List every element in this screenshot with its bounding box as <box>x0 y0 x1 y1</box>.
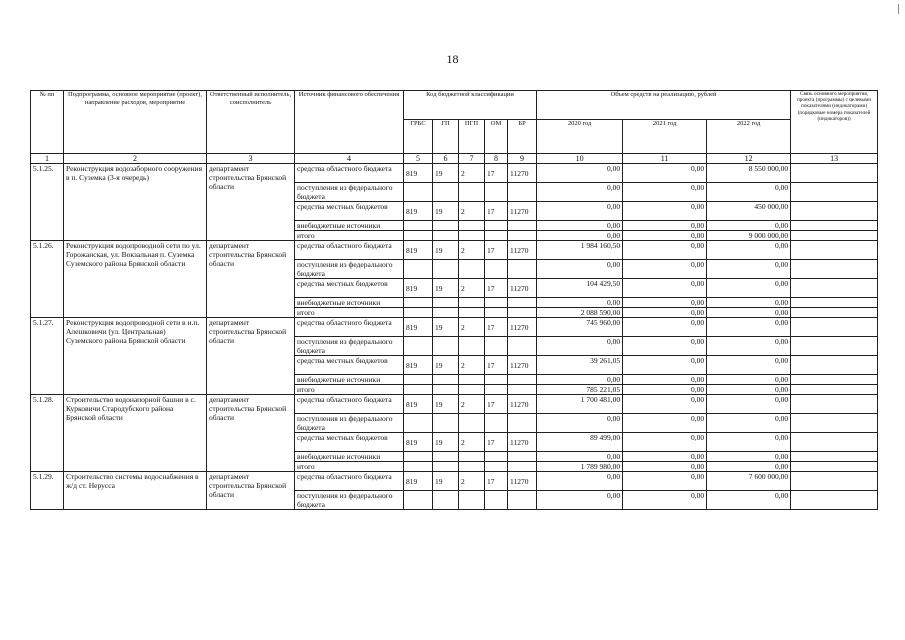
code-om: 17 <box>485 356 508 375</box>
indicator-link <box>791 308 878 318</box>
indicator-link <box>791 472 878 491</box>
header-num: № пп <box>31 91 64 154</box>
code-om: 17 <box>485 318 508 337</box>
funding-source: внебюджетные источники <box>295 298 404 308</box>
code-br: 11270 <box>508 395 537 414</box>
code-grbs <box>404 260 433 279</box>
indicator-link <box>791 298 878 308</box>
indicator-link <box>791 491 878 510</box>
amount-2020: 0,00 <box>537 202 623 221</box>
code-pgp <box>459 414 485 433</box>
code-br <box>508 385 537 395</box>
indicator-link <box>791 462 878 472</box>
indicator-link <box>791 221 878 231</box>
code-gp: 19 <box>433 433 459 452</box>
amount-2020: 39 261,05 <box>537 356 623 375</box>
code-gp <box>433 221 459 231</box>
code-br <box>508 462 537 472</box>
indicator-link <box>791 356 878 375</box>
header-link: Связь основного мероприятия, проекта (программы) с целевыми показателями (индикаторами) (порядковые номера показателей (индикаторов)) <box>791 91 878 154</box>
amount-2021: 0,00 <box>623 221 707 231</box>
code-grbs <box>404 385 433 395</box>
code-om <box>485 491 508 510</box>
col-number: 4 <box>295 154 404 164</box>
code-pgp <box>459 308 485 318</box>
code-gp <box>433 183 459 202</box>
code-om <box>485 452 508 462</box>
code-br <box>508 260 537 279</box>
code-grbs <box>404 462 433 472</box>
amount-2022: 0,00 <box>707 279 791 298</box>
amount-2022: 9 000 000,00 <box>707 231 791 241</box>
code-gp <box>433 298 459 308</box>
code-pgp <box>459 221 485 231</box>
amount-2021: 0,00 <box>623 183 707 202</box>
amount-2021: 0,00 <box>623 337 707 356</box>
code-om <box>485 231 508 241</box>
amount-2022: 450 000,00 <box>707 202 791 221</box>
responsible-executor: департамент строительства Брянской области <box>207 395 295 472</box>
code-br: 11270 <box>508 433 537 452</box>
code-pgp <box>459 260 485 279</box>
table-row <box>31 472 878 491</box>
funding-source: итого <box>295 385 404 395</box>
amount-2021: 0,00 <box>623 298 707 308</box>
amount-2021: 0,00 <box>623 462 707 472</box>
amount-2022: 0,00 <box>707 452 791 462</box>
amount-2022: 0,00 <box>707 318 791 337</box>
code-om <box>485 414 508 433</box>
amount-2021: 0,00 <box>623 356 707 375</box>
amount-2022: 7 600 000,00 <box>707 472 791 491</box>
amount-2022: 0,00 <box>707 414 791 433</box>
code-om <box>485 183 508 202</box>
funding-source: внебюджетные источники <box>295 375 404 385</box>
header-year-2020: 2020 год <box>537 120 623 154</box>
code-gp: 19 <box>433 472 459 491</box>
code-pgp <box>459 452 485 462</box>
code-gp: 19 <box>433 318 459 337</box>
indicator-link <box>791 337 878 356</box>
measure-description: Реконструкция водопроводной сети по ул. Горожанская, ул. Вокзальная п. Суземка Суземского района Брянской области <box>64 241 207 318</box>
amount-2020: 745 960,00 <box>537 318 623 337</box>
indicator-link <box>791 452 878 462</box>
header-budget-code: Код бюджетной классификации <box>404 91 537 120</box>
funding-source: средства областного бюджета <box>295 318 404 337</box>
funding-source: средства областного бюджета <box>295 472 404 491</box>
funding-source: итого <box>295 462 404 472</box>
code-grbs: 819 <box>404 318 433 337</box>
amount-2020: 0,00 <box>537 375 623 385</box>
indicator-link <box>791 279 878 298</box>
code-br <box>508 308 537 318</box>
code-om: 17 <box>485 202 508 221</box>
amount-2020: 2 088 590,00 <box>537 308 623 318</box>
code-grbs <box>404 452 433 462</box>
code-gp <box>433 385 459 395</box>
code-gp <box>433 462 459 472</box>
indicator-link <box>791 414 878 433</box>
code-pgp: 2 <box>459 202 485 221</box>
funding-source: средства местных бюджетов <box>295 202 404 221</box>
amount-2021: 0,00 <box>623 241 707 260</box>
header-responsible: Ответственный исполнитель, соисполнитель <box>207 91 295 154</box>
code-pgp <box>459 385 485 395</box>
amount-2020: 0,00 <box>537 298 623 308</box>
code-grbs <box>404 375 433 385</box>
code-grbs <box>404 308 433 318</box>
funding-source: средства областного бюджета <box>295 395 404 414</box>
funding-source: итого <box>295 308 404 318</box>
code-grbs <box>404 298 433 308</box>
code-om <box>485 298 508 308</box>
funding-source: средства местных бюджетов <box>295 433 404 452</box>
code-om: 17 <box>485 164 508 183</box>
code-br: 11270 <box>508 164 537 183</box>
code-gp: 19 <box>433 395 459 414</box>
code-br: 11270 <box>508 279 537 298</box>
responsible-executor: департамент строительства Брянской области <box>207 241 295 318</box>
measure-description: Строительство системы водоснабжения в ж/д ст. Нерусса <box>64 472 207 510</box>
amount-2020: 0,00 <box>537 231 623 241</box>
amount-2022: 0,00 <box>707 385 791 395</box>
amount-2022: 0,00 <box>707 337 791 356</box>
amount-2020: 0,00 <box>537 260 623 279</box>
code-om <box>485 260 508 279</box>
row-number: 5.1.28. <box>31 395 64 472</box>
header-source: Источник финансового обеспечения <box>295 91 404 154</box>
code-gp <box>433 491 459 510</box>
scan-mark <box>898 4 899 14</box>
code-grbs <box>404 337 433 356</box>
indicator-link <box>791 231 878 241</box>
amount-2022: 0,00 <box>707 308 791 318</box>
code-br <box>508 221 537 231</box>
code-br <box>508 183 537 202</box>
indicator-link <box>791 375 878 385</box>
code-om <box>485 462 508 472</box>
amount-2022: 0,00 <box>707 375 791 385</box>
code-pgp: 2 <box>459 472 485 491</box>
code-pgp: 2 <box>459 318 485 337</box>
indicator-link <box>791 385 878 395</box>
code-grbs: 819 <box>404 164 433 183</box>
code-gp <box>433 414 459 433</box>
header-code-br: БР <box>508 120 537 154</box>
amount-2022: 0,00 <box>707 183 791 202</box>
amount-2020: 0,00 <box>537 452 623 462</box>
amount-2020: 104 429,50 <box>537 279 623 298</box>
amount-2021: 0,00 <box>623 318 707 337</box>
page-number: 18 <box>446 52 459 66</box>
code-gp: 19 <box>433 279 459 298</box>
funding-source: итого <box>295 231 404 241</box>
code-om <box>485 385 508 395</box>
code-gp <box>433 375 459 385</box>
indicator-link <box>791 318 878 337</box>
code-om: 17 <box>485 472 508 491</box>
indicator-link <box>791 241 878 260</box>
amount-2020: 1 700 481,00 <box>537 395 623 414</box>
code-pgp <box>459 491 485 510</box>
amount-2021: 0,00 <box>623 433 707 452</box>
code-grbs <box>404 183 433 202</box>
amount-2020: 0,00 <box>537 183 623 202</box>
header-volume: Объем средств на реализацию, рублей <box>537 91 791 120</box>
code-br: 11270 <box>508 318 537 337</box>
code-grbs <box>404 231 433 241</box>
funding-source: средства областного бюджета <box>295 241 404 260</box>
code-grbs <box>404 221 433 231</box>
header-code-pgp: ПГП <box>459 120 485 154</box>
header-subprogram: Подпрограмма, основное мероприятие (проект), направление расходов, мероприятие <box>64 91 207 154</box>
code-grbs: 819 <box>404 395 433 414</box>
code-om: 17 <box>485 241 508 260</box>
code-pgp: 2 <box>459 279 485 298</box>
responsible-executor: департамент строительства Брянской области <box>207 318 295 395</box>
amount-2020: 0,00 <box>537 491 623 510</box>
code-pgp <box>459 462 485 472</box>
code-gp <box>433 260 459 279</box>
code-br: 11270 <box>508 241 537 260</box>
amount-2020: 0,00 <box>537 221 623 231</box>
code-gp: 19 <box>433 164 459 183</box>
code-br: 11270 <box>508 356 537 375</box>
funding-source: поступления из федерального бюджета <box>295 414 404 433</box>
indicator-link <box>791 183 878 202</box>
amount-2021: 0,00 <box>623 385 707 395</box>
code-gp <box>433 231 459 241</box>
code-pgp: 2 <box>459 395 485 414</box>
code-pgp <box>459 375 485 385</box>
header-year-2022: 2022 год <box>707 120 791 154</box>
code-grbs: 819 <box>404 241 433 260</box>
amount-2021: 0,00 <box>623 260 707 279</box>
amount-2021: 0,00 <box>623 231 707 241</box>
measure-description: Реконструкция водопроводной сети в н.п. Алешковичи (ул. Центральная) Суземского района Брянской области <box>64 318 207 395</box>
code-grbs: 819 <box>404 433 433 452</box>
amount-2021: 0,00 <box>623 452 707 462</box>
funding-source: средства местных бюджетов <box>295 279 404 298</box>
amount-2021: 0,00 <box>623 279 707 298</box>
amount-2021: 0,00 <box>623 375 707 385</box>
amount-2022: 0,00 <box>707 298 791 308</box>
code-om: 17 <box>485 433 508 452</box>
responsible-executor: департамент строительства Брянской области <box>207 164 295 241</box>
row-number: 5.1.29. <box>31 472 64 510</box>
header-code-grbs: ГРБС <box>404 120 433 154</box>
code-pgp: 2 <box>459 433 485 452</box>
code-gp: 19 <box>433 356 459 375</box>
col-number: 12 <box>707 154 791 164</box>
header-code-om: ОМ <box>485 120 508 154</box>
code-br: 11270 <box>508 202 537 221</box>
amount-2020: 0,00 <box>537 164 623 183</box>
col-number: 3 <box>207 154 295 164</box>
col-number: 5 <box>404 154 433 164</box>
code-grbs: 819 <box>404 472 433 491</box>
amount-2022: 0,00 <box>707 433 791 452</box>
funding-source: поступления из федерального бюджета <box>295 337 404 356</box>
amount-2020: 0,00 <box>537 414 623 433</box>
code-om <box>485 337 508 356</box>
code-gp: 19 <box>433 202 459 221</box>
code-pgp: 2 <box>459 164 485 183</box>
col-number: 13 <box>791 154 878 164</box>
code-br <box>508 231 537 241</box>
amount-2021: 0,00 <box>623 491 707 510</box>
amount-2022: 0,00 <box>707 462 791 472</box>
funding-source: внебюджетные источники <box>295 452 404 462</box>
code-om <box>485 375 508 385</box>
budget-table <box>30 90 878 510</box>
amount-2020: 0,00 <box>537 337 623 356</box>
amount-2022: 0,00 <box>707 260 791 279</box>
responsible-executor: департамент строительства Брянской области <box>207 472 295 510</box>
code-om: 17 <box>485 279 508 298</box>
indicator-link <box>791 202 878 221</box>
code-grbs <box>404 491 433 510</box>
amount-2022: 0,00 <box>707 395 791 414</box>
col-number: 2 <box>64 154 207 164</box>
code-grbs: 819 <box>404 356 433 375</box>
code-gp <box>433 308 459 318</box>
code-gp <box>433 452 459 462</box>
amount-2021: 0,00 <box>623 395 707 414</box>
col-number: 1 <box>31 154 64 164</box>
amount-2021: 0,00 <box>623 164 707 183</box>
amount-2020: 785 221,05 <box>537 385 623 395</box>
code-pgp: 2 <box>459 241 485 260</box>
header-row-1 <box>31 91 878 120</box>
amount-2021: 0,00 <box>623 472 707 491</box>
amount-2020: 89 499,00 <box>537 433 623 452</box>
row-number: 5.1.25. <box>31 164 64 241</box>
funding-source: средства областного бюджета <box>295 164 404 183</box>
row-number: 5.1.26. <box>31 241 64 318</box>
funding-source: средства местных бюджетов <box>295 356 404 375</box>
amount-2022: 0,00 <box>707 491 791 510</box>
table-row <box>31 318 878 337</box>
code-pgp: 2 <box>459 356 485 375</box>
code-om <box>485 308 508 318</box>
code-br: 11270 <box>508 472 537 491</box>
table-row <box>31 164 878 183</box>
code-gp: 19 <box>433 241 459 260</box>
col-number: 9 <box>508 154 537 164</box>
code-br <box>508 491 537 510</box>
funding-source: поступления из федерального бюджета <box>295 260 404 279</box>
col-number: 7 <box>459 154 485 164</box>
indicator-link <box>791 260 878 279</box>
code-br <box>508 298 537 308</box>
code-pgp <box>459 337 485 356</box>
code-pgp <box>459 298 485 308</box>
funding-source: внебюджетные источники <box>295 221 404 231</box>
code-br <box>508 414 537 433</box>
col-number: 10 <box>537 154 623 164</box>
measure-description: Реконструкция водозаборного сооружения в п. Суземка (3-я очередь) <box>64 164 207 241</box>
amount-2022: 0,00 <box>707 241 791 260</box>
col-number: 11 <box>623 154 707 164</box>
indicator-link <box>791 433 878 452</box>
code-om <box>485 221 508 231</box>
code-br <box>508 452 537 462</box>
col-number: 6 <box>433 154 459 164</box>
header-year-2021: 2021 год <box>623 120 707 154</box>
indicator-link <box>791 395 878 414</box>
code-gp <box>433 337 459 356</box>
measure-description: Строительство водонапорной башни в с. Курковичи Стародубского района Брянской области <box>64 395 207 472</box>
code-grbs <box>404 414 433 433</box>
indicator-link <box>791 164 878 183</box>
table-row <box>31 241 878 260</box>
code-om: 17 <box>485 395 508 414</box>
amount-2020: 0,00 <box>537 472 623 491</box>
table-body <box>31 164 878 510</box>
funding-source: поступления из федерального бюджета <box>295 183 404 202</box>
code-grbs: 819 <box>404 202 433 221</box>
code-pgp <box>459 183 485 202</box>
amount-2022: 0,00 <box>707 356 791 375</box>
amount-2022: 0,00 <box>707 221 791 231</box>
code-br <box>508 375 537 385</box>
amount-2020: 1 984 160,50 <box>537 241 623 260</box>
column-number-row <box>31 154 878 164</box>
amount-2021: 0,00 <box>623 202 707 221</box>
header-code-gp: ГП <box>433 120 459 154</box>
code-grbs: 819 <box>404 279 433 298</box>
amount-2020: 1 789 980,00 <box>537 462 623 472</box>
col-number: 8 <box>485 154 508 164</box>
code-br <box>508 337 537 356</box>
row-number: 5.1.27. <box>31 318 64 395</box>
table-row <box>31 395 878 414</box>
amount-2021: 0,00 <box>623 308 707 318</box>
amount-2021: 0,00 <box>623 414 707 433</box>
amount-2022: 8 550 000,00 <box>707 164 791 183</box>
funding-source: поступления из федерального бюджета <box>295 491 404 510</box>
code-pgp <box>459 231 485 241</box>
